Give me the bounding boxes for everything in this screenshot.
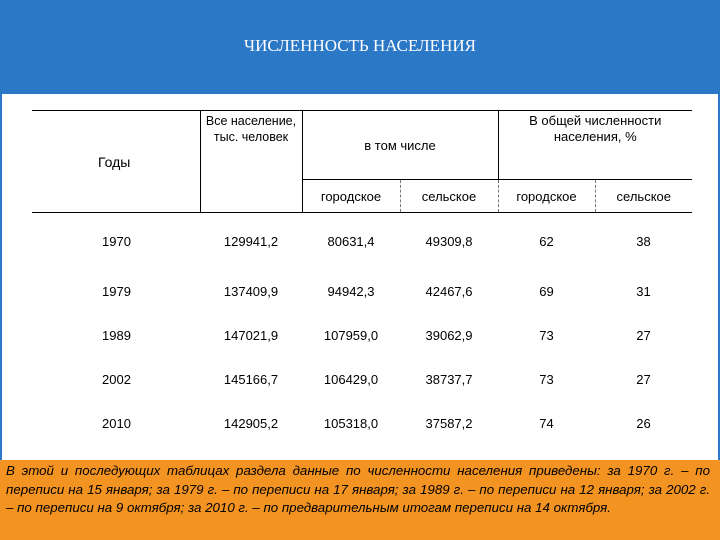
cell-urban: 107959,0 (323, 327, 379, 343)
cell-rural: 38737,7 (425, 371, 473, 387)
table-row (32, 313, 692, 357)
cell-rural-pct: 26 (636, 415, 651, 431)
header-rural-pct: сельское (595, 180, 692, 213)
cell-total: 145166,7 (223, 371, 279, 387)
table-row (32, 357, 692, 401)
cell-urban-pct: 73 (539, 327, 554, 343)
cell-urban-pct: 73 (539, 371, 554, 387)
cell-urban-pct: 62 (539, 233, 554, 249)
cell-urban: 80631,4 (327, 233, 375, 249)
table-row (32, 213, 692, 270)
cell-rural-pct: 38 (636, 233, 651, 249)
cell-urban: 106429,0 (323, 371, 379, 387)
cell-rural-pct: 31 (636, 283, 651, 299)
header-share: В общей численности населения, % (498, 111, 692, 180)
cell-rural: 39062,9 (425, 327, 473, 343)
cell-rural: 42467,6 (425, 283, 473, 299)
cell-urban-pct: 74 (539, 415, 554, 431)
cell-total: 142905,2 (223, 415, 279, 431)
cell-rural: 37587,2 (425, 415, 473, 431)
header-total: Все население, тыс. человек (200, 111, 302, 213)
cell-year: 1970 (102, 233, 131, 249)
population-table (32, 110, 692, 445)
cell-rural: 49309,8 (425, 233, 473, 249)
cell-total: 137409,9 (223, 283, 279, 299)
table-row (32, 269, 692, 313)
page-title: ЧИСЛЕННОСТЬ НАСЕЛЕНИЯ (244, 36, 476, 55)
cell-rural-pct: 27 (636, 327, 651, 343)
cell-year: 2010 (102, 415, 131, 431)
table-row (32, 401, 692, 445)
cell-rural-pct: 27 (636, 371, 651, 387)
cell-total: 147021,9 (223, 327, 279, 343)
header-years: Годы (32, 111, 200, 213)
cell-total: 129941,2 (223, 233, 279, 249)
footnote-text: В этой и последующих таблицах раздела данные по численности населения приведены: за 1970 г. – по переписи на 15 января; за 1979 г. – по переписи на 17 января; за 1989 г. – по переписи на 12 января; за 2002 г. – по переписи на 9 октября; за 2010 г. – по предварительным итогам переписи на 14 октября. (6, 463, 710, 515)
header-rural: сельское (400, 180, 498, 213)
cell-year: 1979 (102, 283, 131, 299)
header-including: в том числе (302, 111, 498, 180)
cell-urban: 94942,3 (327, 283, 375, 299)
header-urban: городское (302, 180, 400, 213)
left-border (0, 94, 2, 460)
header-urban-pct: городское (498, 180, 595, 213)
cell-urban-pct: 69 (539, 283, 554, 299)
cell-urban: 105318,0 (323, 415, 379, 431)
cell-year: 1989 (102, 327, 131, 343)
cell-year: 2002 (102, 371, 131, 387)
